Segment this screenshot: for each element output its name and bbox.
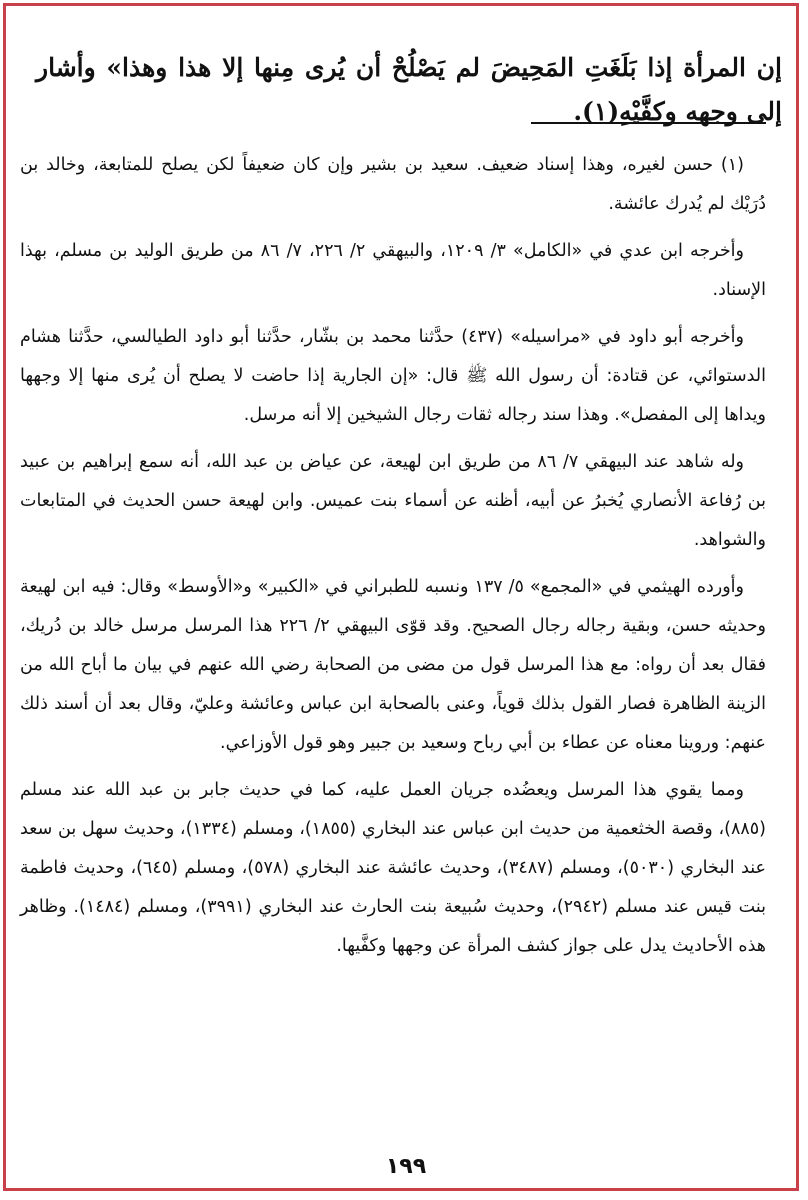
main-text: إن المرأة إذا بَلَغَتِ المَحِيضَ لم يَصْلُحْ أن يُرى مِنها إلا هذا وهذا» وأشار إلى وجهه وكفَّيْهِ(١). — [36, 53, 782, 126]
footnote-paragraph: وأخرجه أبو داود في «مراسيله» (٤٣٧) حدَّثنا محمد بن بشّار، حدَّثنا أبو داود الطيالسي، حدَّثنا هشام الدستوائي، عن قتادة: أن رسول الله ﷺ قال: «إن الجارية إذا حاضت لا يصلح أن يُرى منها إلا وجهها ويداها إلى المفصل». وهذا سند رجاله ثقات رجال الشيخين إلا أنه مرسل. — [20, 327, 766, 425]
page-frame — [3, 3, 799, 1191]
footnote-separator — [531, 122, 766, 124]
footnote-paragraph: وأخرجه ابن عدي في «الكامل» ٣/ ١٢٠٩، والبيهقي ٢/ ٢٢٦، ٧/ ٨٦ من طريق الوليد بن مسلم، بهذا الإسناد. — [20, 241, 766, 300]
footnote-paragraph: ومما يقوي هذا المرسل ويعضُده جريان العمل عليه، كما في حديث جابر بن عبد الله عند مسلم (٨٨٥)، وقصة الخثعمية من حديث ابن عباس عند البخاري (١٨٥٥)، ومسلم (١٣٣٤)، وحديث سهل بن سعد عند البخاري (٥٠٣٠)، ومسلم (٣٤٨٧)، وحديث عائشة عند البخاري (٥٧٨)، ومسلم (٦٤٥)، وحديث فاطمة بنت قيس عند مسلم (٢٩٤٢)، وحديث سُبيعة بنت الحارث عند البخاري (٣٩٩١)، ومسلم (١٤٨٤). وظاهر هذه الأحاديث يدل على جواز كشف المرأة عن وجهها وكفَّيها. — [20, 780, 766, 956]
footnote-paragraph: وأورده الهيثمي في «المجمع» ٥/ ١٣٧ ونسبه للطبراني في «الكبير» و«الأوسط» وقال: فيه ابن لهيعة وحديثه حسن، وبقية رجاله رجال الصحيح. وقد قوّى البيهقي ٢/ ٢٢٦ هذا المرسل مرسل خالد بن دُريك، فقال بعد أن رواه: مع هذا المرسل قول من مضى من الصحابة رضي الله عنهم في بيان ما أباح الله من الزينة الظاهرة فصار القول بذلك قوياً، وعنى بالصحابة ابن عباس وعائشة وعليّ، وقال بعد أن أسند ذلك عنهم: وروينا معناه عن عطاء بن أبي رباح وسعيد بن جبير وهو قول الأوزاعي. — [20, 577, 766, 753]
footnotes — [20, 146, 766, 974]
main-text-block — [36, 46, 782, 134]
footnote-paragraph: وله شاهد عند البيهقي ٧/ ٨٦ من طريق ابن لهيعة، عن عياض بن عبد الله، أنه سمع إبراهيم بن عبيد بن رُفاعة الأنصاري يُخبرُ عن أبيه، أظنه عن أسماء بنت عميس. وابن لهيعة حسن الحديث في المتابعات والشواهد. — [20, 452, 766, 550]
page-number: ١٩٩ — [385, 1154, 427, 1179]
footnote-paragraph: (١) حسن لغيره، وهذا إسناد ضعيف. سعيد بن بشير وإن كان ضعيفاً لكن يصلح للمتابعة، وخالد بن دُرَيْك لم يُدرك عائشة. — [20, 155, 766, 214]
